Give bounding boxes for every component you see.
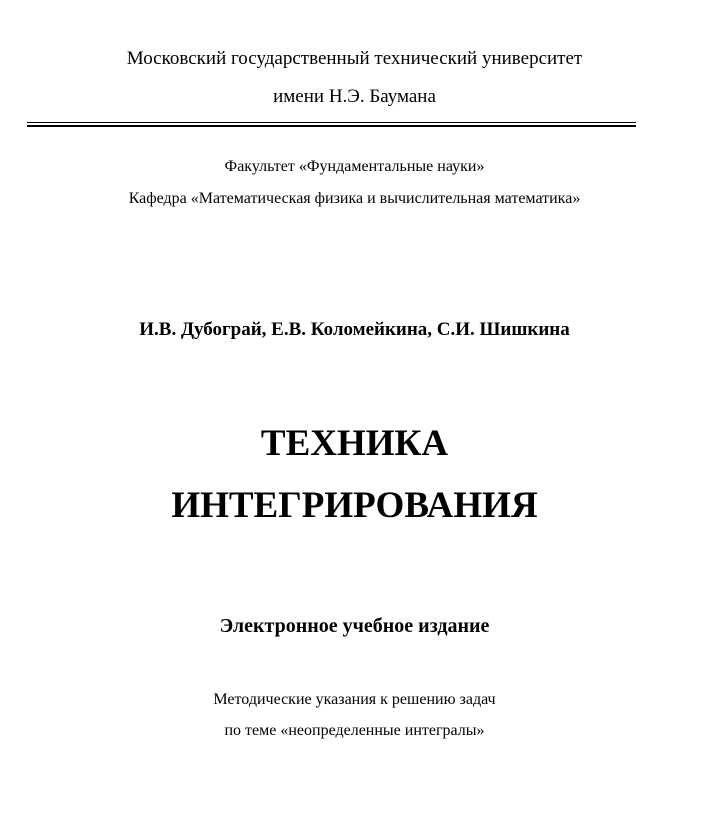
edition-type: Электронное учебное издание xyxy=(219,615,490,637)
chair-name: Кафедра «Математическая физика и вычислительная математика» xyxy=(128,190,581,207)
title-line1: ТЕХНИКА xyxy=(260,423,449,464)
title-line2: ИНТЕГРИРОВАНИЯ xyxy=(171,485,538,526)
authors: И.В. Дубограй, Е.В. Коломейкина, С.И. Шишкина xyxy=(139,319,570,340)
university-name-line2: имени Н.Э. Баумана xyxy=(273,86,436,107)
faculty-name: Факультет «Фундаментальные науки» xyxy=(224,158,485,175)
university-name-line1: Московский государственный технический университет xyxy=(126,48,583,69)
description-line1: Методические указания к решению задач xyxy=(213,691,496,708)
header-divider-thin xyxy=(27,122,636,123)
header-divider-thick xyxy=(27,125,636,127)
description-line2: по теме «неопределенные интегралы» xyxy=(224,722,485,739)
